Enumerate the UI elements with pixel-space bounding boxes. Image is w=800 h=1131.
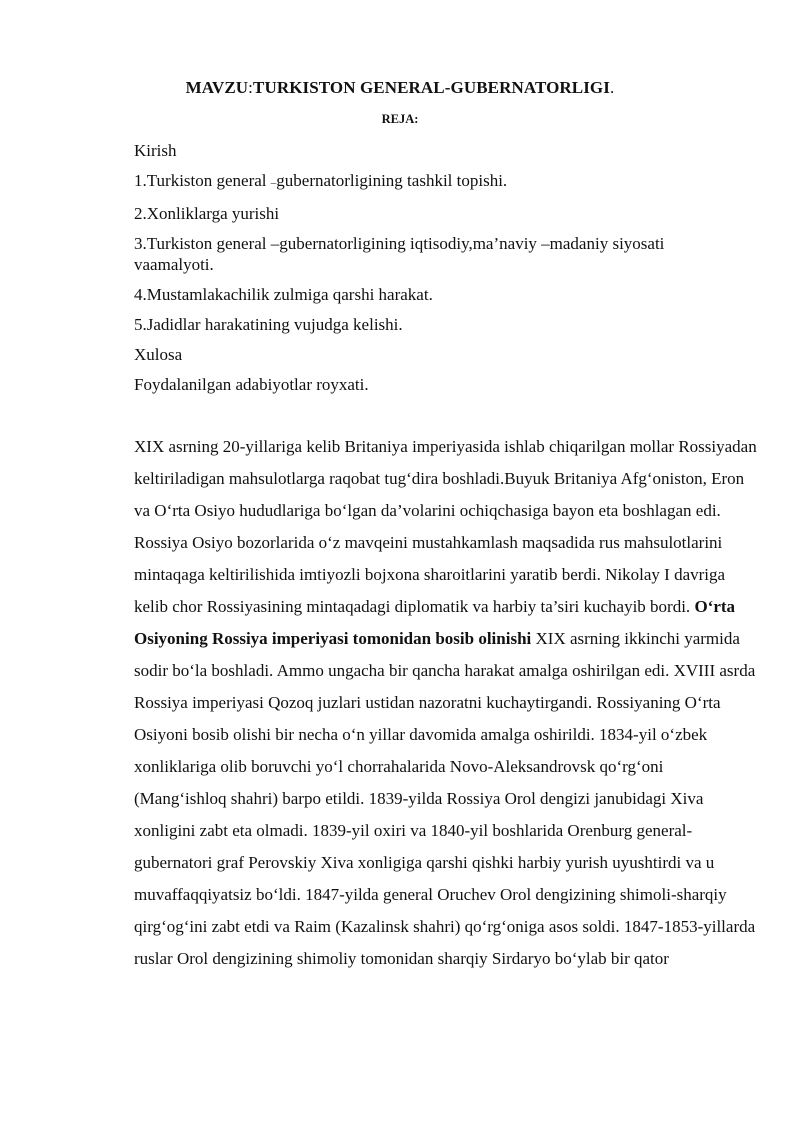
plan-item-2: 2.Xonliklarga yurishi (134, 204, 280, 223)
body-bold-phrase: O‘rta Osiyoning Rossiya imperiyasi tomonidan bosib olinishi (134, 597, 736, 648)
document-title (0, 78, 800, 98)
title-end: . (609, 78, 615, 97)
title-prefix: MAVZU (185, 78, 249, 97)
body-text-part-1: XIX asrning 20-yillariga kelib Britaniya imperiyasida ishlab chiqarilgan mollar Rossiyadan keltiriladigan mahsulotlarga raqobat tug‘dira boshladi.Buyuk Britaniya Afg‘oniston, Eron va O‘rta Osiyo hududlariga bo‘lgan da’volarini ochiqchasiga bayon eta boshlagan edi. Rossiya Osiyo bozorlarida o‘z mavqeini mustahkamlash maqsadida rus mahsulotlarini mintaqaga keltirilishida imtiyozli bojxona sharoitlarini yaratib berdi. Nikolay I davriga kelib chor Rossiyasining mintaqadagi diplomatik va harbiy ta’siri kuchayib bordi. (134, 437, 757, 616)
plan-item-5: 5.Jadidlar harakatining vujudga kelishi. (134, 315, 403, 334)
title-colon: : (248, 78, 253, 97)
body-text-part-2: XIX asrning ikkinchi yarmida sodir bo‘la boshladi. Ammo ungacha bir qancha harakat amalga oshirilgan edi. XVIII asrda Rossiya imperiyasi Qozoq juzlari ustidan nazoratni kuchaytirgandi. Rossiyaning O‘rta Osiyoni bosib olishi bir necha o‘n yillar davomida amalga oshirildi. 1834-yil o‘zbek xonliklariga olib boruvchi yo‘l chorrahalarida Novo-Aleksandrovsk qo‘rg‘oni (Mang‘ishloq shahri) barpo etildi. 1839-yilda Rossiya Orol dengizi janubidagi Xiva xonligini zabt eta olmadi. 1839-yil oxiri va 1840-yil boshlarida Orenburg general-gubernatori graf Perovskiy Xiva xonligiga qarshi qishki harbiy yurish uyushtirdi va u muvaffaqqiyatsiz bo‘ldi. 1847-yilda general Oruchev Orol dengizining shimoli-sharqiy qirg‘og‘ini zabt etdi va Raim (Kazalinsk shahri) qo‘rg‘oniga asos soldi. 1847-1853-yillarda ruslar Orol dengizining shimoliy tomonidan sharqiy Sirdaryo bo‘ylab bir qator (134, 629, 756, 968)
plan-list (134, 140, 744, 404)
body-text (134, 431, 759, 975)
plan-item-1-dash: – (270, 177, 277, 189)
plan-intro: Kirish (134, 141, 177, 160)
plan-heading: REJA: (381, 112, 419, 126)
plan-item-3: 3.Turkiston general –gubernatorligining iqtisodiy,ma’naviy –madaniy siyosati vaamalyoti. (134, 234, 665, 274)
plan-item-1-text-a: 1.Turkiston general (134, 171, 271, 190)
plan-item-4: 4.Mustamlakachilik zulmiga qarshi harakat. (134, 285, 433, 304)
plan-item-1 (134, 170, 744, 194)
body-paragraph (134, 431, 759, 975)
plan-references: Foydalanilgan adabiyotlar royxati. (134, 375, 369, 394)
plan-conclusion: Xulosa (134, 345, 183, 364)
title-main: TURKISTON GENERAL-GUBERNATORLIGI (253, 78, 610, 97)
plan-item-1-text-b: gubernatorligining tashkil topishi. (276, 171, 508, 190)
